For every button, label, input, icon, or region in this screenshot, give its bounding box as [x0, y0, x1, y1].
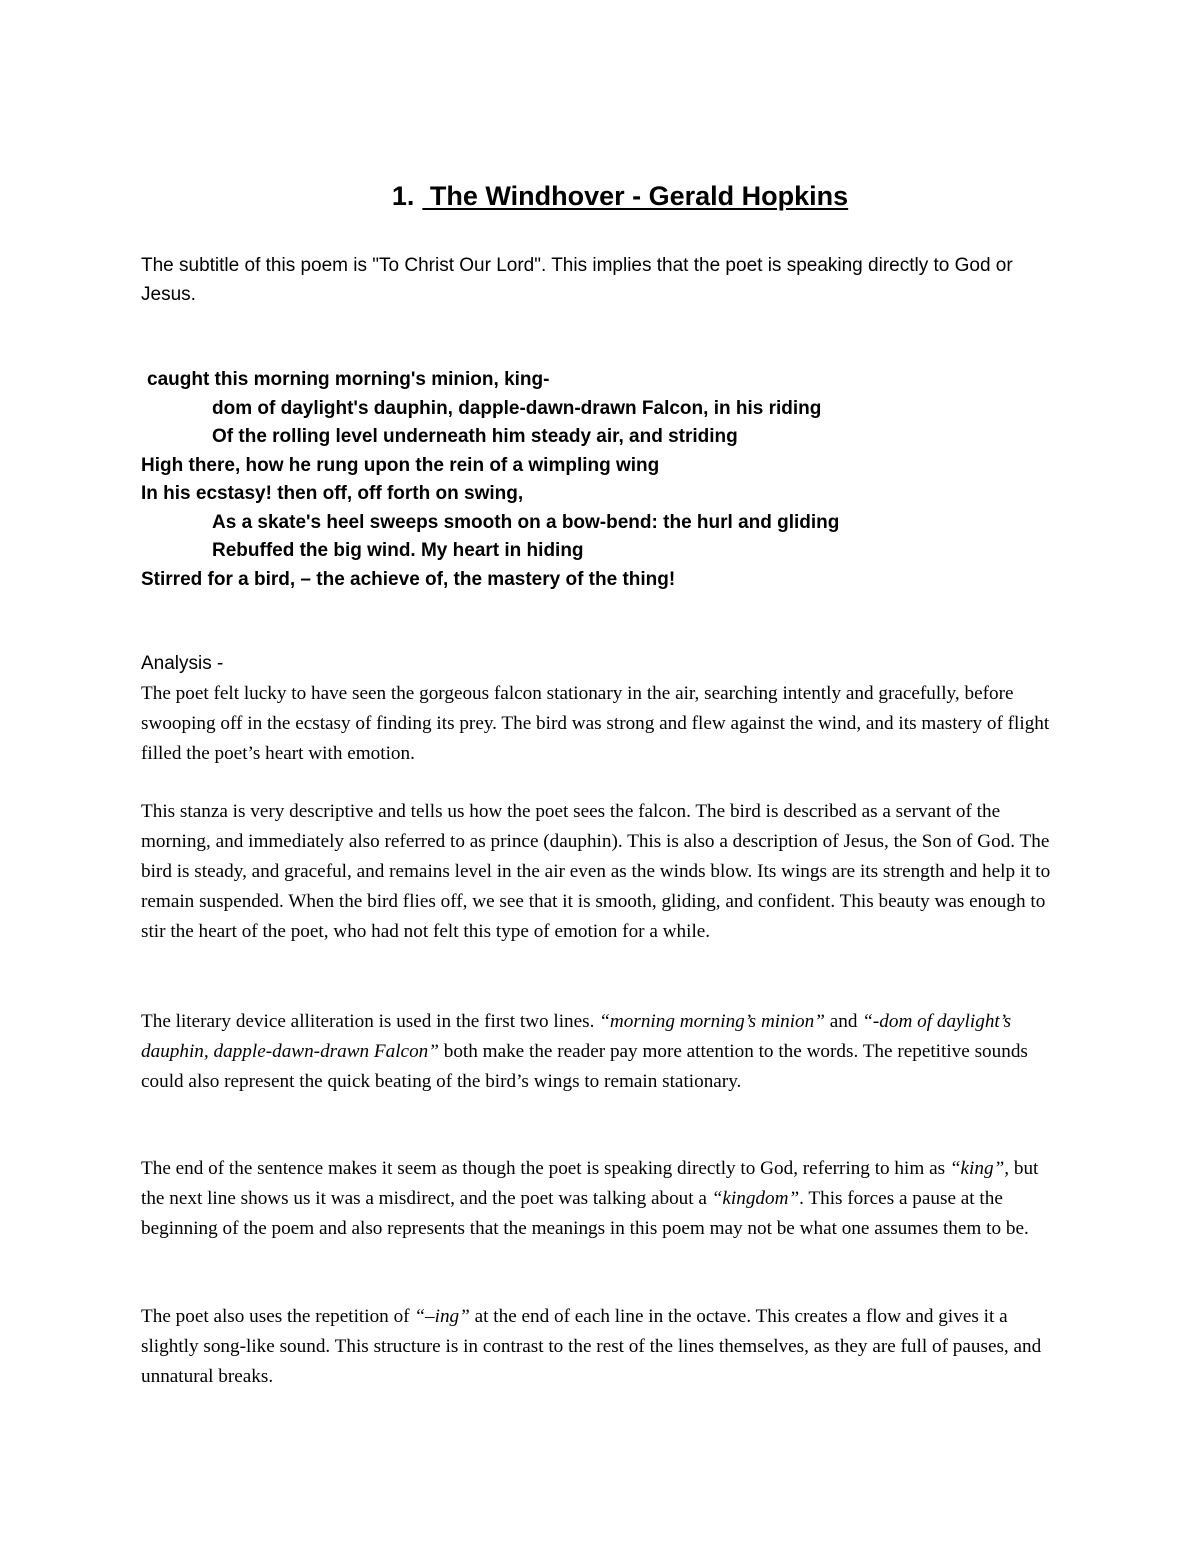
paragraph-text: . This forces a pause at the beginning of the poem and also represents that the meanings in this poem may not be what one assumes them to be.	[141, 1188, 1029, 1239]
title-text: The Windhover - Gerald Hopkins	[422, 181, 849, 211]
poem-line: High there, how he rung upon the rein of a wimpling wing	[141, 454, 660, 476]
quoted-phrase: “kingdom”	[711, 1188, 800, 1209]
paragraph-text: The literary device alliteration is used in the first two lines.	[141, 1011, 600, 1032]
paragraph-text: but the next line shows us it was a misdirect, and the poet was talking about a	[141, 1158, 1039, 1209]
poem-line: dom of daylight's dauphin, dapple-dawn-drawn Falcon, in his riding	[212, 397, 822, 419]
poem-stanza	[141, 366, 1101, 594]
quoted-phrase: “king”,	[949, 1158, 1010, 1179]
paragraph-text: The poet also uses the repetition of	[141, 1306, 415, 1327]
paragraph-text: and	[824, 1011, 863, 1032]
quoted-phrase: “morning morning’s minion”	[599, 1011, 825, 1032]
quoted-phrase: “–ing”	[414, 1306, 470, 1327]
analysis-paragraph-2: This stanza is very descriptive and tells us how the poet sees the falcon. The bird is described as a servant of the morning, and immediately also referred to as prince (dauphin). This is also a description of Jesus, the Son of God. The bird is steady, and graceful, and remains level in the air even as the winds blow. Its wings are its strength and help it to remain suspended. When the bird flies off, we see that it is smooth, gliding, and confident. This beauty was enough to stir the heart of the poet, who had not felt this type of emotion for a while.	[141, 801, 1051, 942]
analysis-paragraph-3	[141, 1007, 1066, 1097]
poem-line: In his ecstasy! then off, off forth on swing,	[141, 483, 524, 504]
title-number: 1.	[391, 181, 415, 211]
analysis-paragraph-1: The poet felt lucky to have seen the gorgeous falcon stationary in the air, searching intently and gracefully, before swooping off in the ecstasy of finding its prey. The bird was strong and flew against the wind, and its mastery of flight filled the poet’s heart with emotion.	[141, 683, 1050, 764]
paragraph-text: at the end of each line in the octave. This creates a flow and gives it a slightly song-like sound. This structure is in contrast to the rest of the lines themselves, as they are full of pauses, and unnatural breaks.	[141, 1306, 1042, 1387]
poem-line: caught this morning morning's minion, king-	[147, 369, 550, 390]
poem-line: Rebuffed the big wind. My heart in hiding	[212, 540, 584, 561]
intro-paragraph: The subtitle of this poem is "To Christ Our Lord". This implies that the poet is speaking directly to God or Jesus.	[141, 255, 1013, 305]
analysis-paragraph-5	[141, 1302, 1066, 1392]
analysis-paragraph-4	[141, 1154, 1066, 1244]
document-title	[0, 178, 1200, 214]
paragraph-text: The end of the sentence makes it seem as though the poet is speaking directly to God, referring to him as	[141, 1158, 950, 1179]
poem-line: Of the rolling level underneath him steady air, and striding	[212, 426, 738, 447]
analysis-heading: Analysis -	[141, 653, 224, 674]
paragraph-text: both make the reader pay more attention to the words. The repetitive sounds could also represent the quick beating of the bird’s wings to remain stationary.	[141, 1041, 1028, 1092]
quoted-phrase: “-dom of daylight’s dauphin, dapple-dawn-drawn Falcon”	[141, 1011, 1012, 1062]
poem-line: As a skate's heel sweeps smooth on a bow-bend: the hurl and gliding	[212, 511, 840, 533]
poem-line: Stirred for a bird, – the achieve of, the mastery of the thing!	[141, 568, 676, 590]
